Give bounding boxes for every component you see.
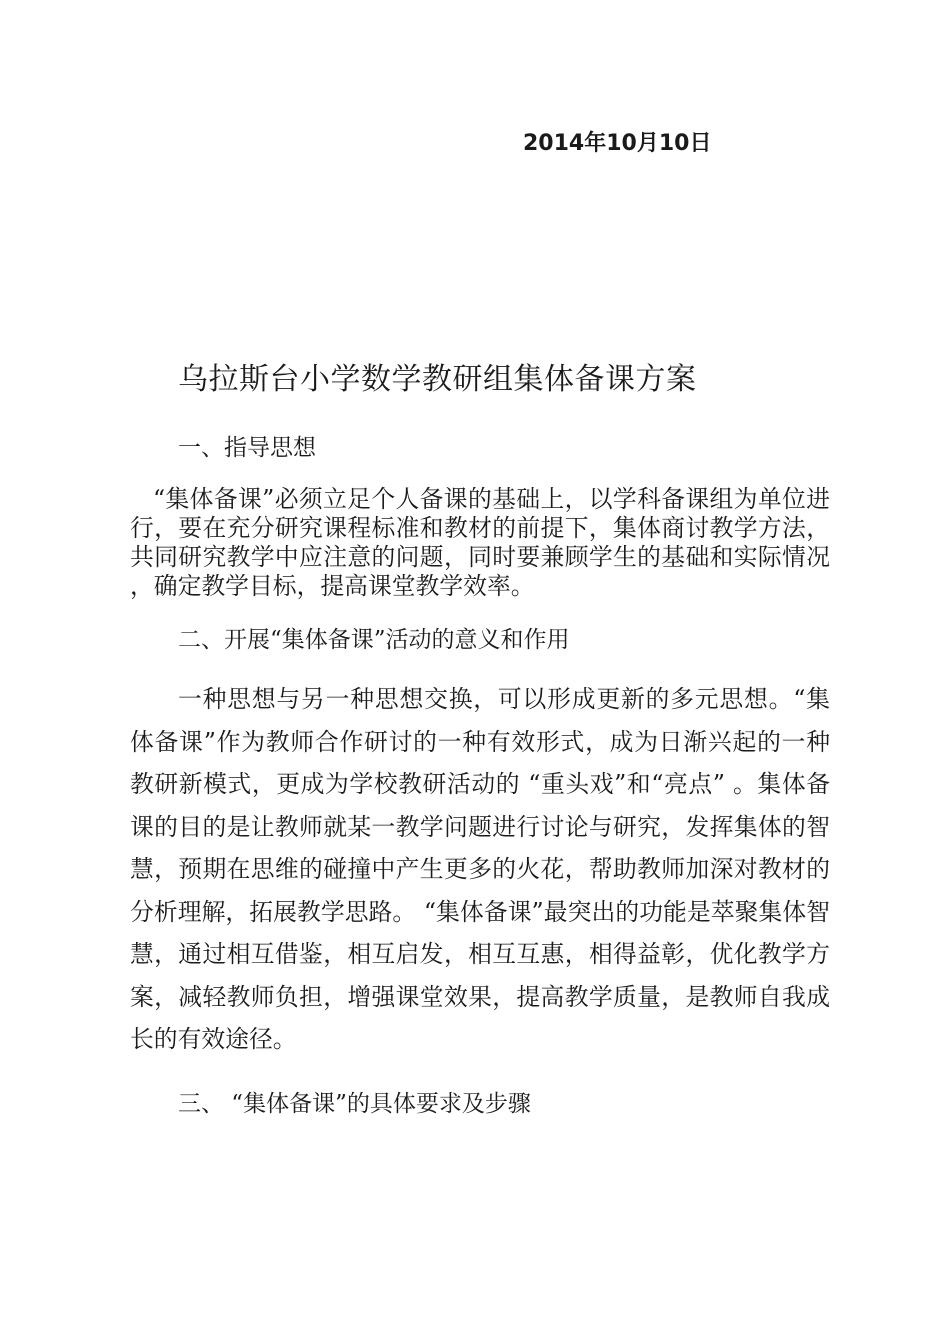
section-heading-requirements: 三、 “集体备课”的具体要求及步骤 [178,1091,531,1117]
section-body-guiding-ideology: “集体备课”必须立足个人备课的基础上，以学科备课组为单位进行，要在充分研究课程标准和教材的前提下，集体商讨教学方法，共同研究教学中应注意的问题，同时要兼顾学生的基础和实际情况，确定教学目标，提高课堂教学效率。 [130,485,830,600]
section-body-significance: 一种思想与另一种思想交换，可以形成更新的多元思想。“集体备课”作为教师合作研讨的一种有效形式，成为日渐兴起的一种教研新模式，更成为学校教研活动的 “重头戏”和“亮点” 。集体备课的目的是让教师就某一教学问题进行讨论与研究，发挥集体的智慧，预期在思维的碰撞中产生更多的火花，帮助教师加深对教材的分析理解，拓展教学思路。 “集体备课”最突出的功能是萃聚集体智慧，通过相互借鉴，相互启发，相互互惠，相得益彰，优化教学方案，减轻教师负担，增强课堂效果，提高教学质量，是教师自我成长的有效途径。 [130,685,830,1053]
section-heading-significance: 二、开展“集体备课”活动的意义和作用 [178,627,570,653]
section-heading-guiding-ideology: 一、指导思想 [178,435,316,461]
document-date: 2014年10月10日 [523,131,712,156]
document-title: 乌拉斯台小学数学教研组集体备课方案 [178,362,697,397]
